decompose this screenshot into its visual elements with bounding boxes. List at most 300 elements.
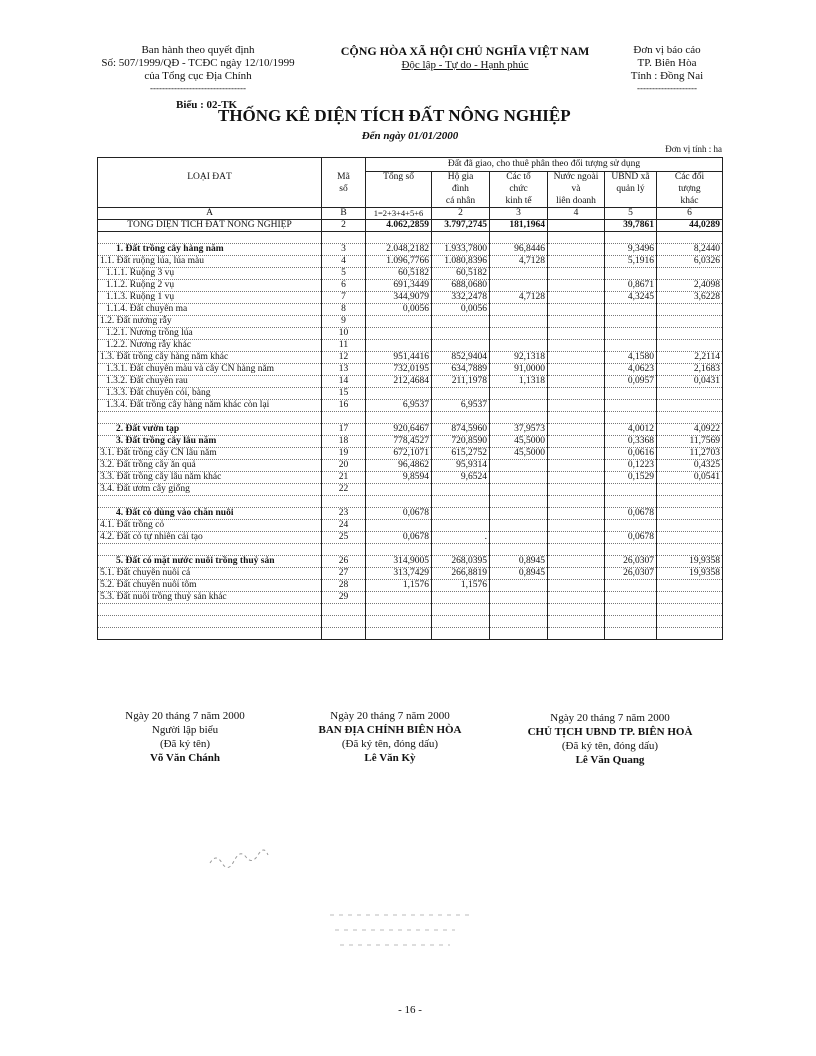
value-cell bbox=[605, 268, 657, 280]
value-cell bbox=[548, 376, 605, 388]
value-cell bbox=[432, 496, 490, 508]
header-ubnd-blank bbox=[605, 196, 657, 208]
value-cell bbox=[432, 604, 490, 616]
table-row bbox=[98, 592, 723, 604]
value-cell bbox=[548, 592, 605, 604]
header-tong-blank bbox=[366, 184, 432, 196]
issuing-decision-block bbox=[98, 44, 298, 94]
blank-row bbox=[98, 604, 723, 616]
land-type-cell bbox=[98, 628, 322, 640]
table-body bbox=[98, 158, 723, 640]
code-cell: 5 bbox=[322, 268, 366, 280]
header-hogd-line1: Hộ gia bbox=[432, 172, 490, 184]
header-loai-dat-top bbox=[98, 158, 322, 172]
value-cell bbox=[490, 580, 548, 592]
value-cell bbox=[657, 508, 723, 520]
value-cell: 9,8594 bbox=[366, 472, 432, 484]
table-row bbox=[98, 304, 723, 316]
land-type-cell: 1.1. Đất ruộng lúa, lúa màu bbox=[98, 256, 322, 268]
land-type-cell: 1.1.2. Ruộng 2 vụ bbox=[98, 280, 322, 292]
value-cell bbox=[548, 568, 605, 580]
value-cell bbox=[605, 412, 657, 424]
value-cell: 4,7128 bbox=[490, 256, 548, 268]
code-cell bbox=[322, 496, 366, 508]
value-cell bbox=[605, 592, 657, 604]
blank-row bbox=[98, 628, 723, 640]
code-cell bbox=[322, 604, 366, 616]
signature-date: Ngày 20 tháng 7 năm 2000 bbox=[330, 710, 450, 722]
land-type-cell bbox=[98, 544, 322, 556]
code-cell: 22 bbox=[322, 484, 366, 496]
land-statistics-table bbox=[97, 157, 723, 640]
table-row bbox=[98, 520, 723, 532]
code-cell: 20 bbox=[322, 460, 366, 472]
value-cell: 91,0000 bbox=[490, 364, 548, 376]
index-cell: 2 bbox=[432, 208, 490, 220]
land-type-cell: 3.3. Đất trồng cây lâu năm khác bbox=[98, 472, 322, 484]
scan-smudge-mark bbox=[200, 845, 290, 875]
value-cell: 920,6467 bbox=[366, 424, 432, 436]
signature-note: (Đã ký tên) bbox=[159, 738, 211, 750]
value-cell: 45,5000 bbox=[490, 436, 548, 448]
value-cell: 0,3368 bbox=[605, 436, 657, 448]
code-cell: 24 bbox=[322, 520, 366, 532]
signature-date: Ngày 20 tháng 7 năm 2000 bbox=[125, 710, 245, 722]
value-cell bbox=[548, 316, 605, 328]
value-cell bbox=[657, 520, 723, 532]
table-row bbox=[98, 244, 723, 256]
code-cell: 7 bbox=[322, 292, 366, 304]
value-cell bbox=[657, 304, 723, 316]
land-type-cell: 3. Đất trồng cây lâu năm bbox=[98, 436, 322, 448]
value-cell bbox=[490, 328, 548, 340]
report-title: THỐNG KÊ DIỆN TÍCH ĐẤT NÔNG NGHIỆP bbox=[218, 106, 571, 125]
value-cell: 1,1576 bbox=[366, 580, 432, 592]
value-cell bbox=[548, 244, 605, 256]
header-nuocngoai-line3: liên doanh bbox=[548, 196, 605, 208]
value-cell: 268,0395 bbox=[432, 556, 490, 568]
value-cell: 0,0957 bbox=[605, 376, 657, 388]
value-cell bbox=[605, 604, 657, 616]
land-type-cell: 1.3.3. Đất chuyên cói, bàng bbox=[98, 388, 322, 400]
issuing-divider: -------------------------------- bbox=[150, 83, 246, 93]
code-cell: 4 bbox=[322, 256, 366, 268]
value-cell bbox=[548, 364, 605, 376]
code-cell bbox=[322, 232, 366, 244]
code-cell bbox=[322, 544, 366, 556]
code-cell: 18 bbox=[322, 436, 366, 448]
signature-preparer bbox=[90, 709, 280, 765]
page-number: - 16 - bbox=[398, 1004, 422, 1016]
code-cell: 2 bbox=[322, 220, 366, 232]
value-cell bbox=[548, 484, 605, 496]
national-header bbox=[320, 44, 610, 72]
value-cell: 95,9314 bbox=[432, 460, 490, 472]
group-header: Đất đã giao, cho thuê phân theo đối tượng sử dụng bbox=[366, 158, 723, 172]
value-cell bbox=[548, 628, 605, 640]
table-row bbox=[98, 532, 723, 544]
land-type-cell: 1.2.1. Nương trồng lúa bbox=[98, 328, 322, 340]
value-cell: 0,0541 bbox=[657, 472, 723, 484]
land-type-cell: 4.2. Đất cỏ tự nhiên cải tạo bbox=[98, 532, 322, 544]
value-cell bbox=[490, 604, 548, 616]
code-cell: 26 bbox=[322, 556, 366, 568]
value-cell bbox=[548, 340, 605, 352]
issuing-line-1: Ban hành theo quyết định bbox=[141, 44, 255, 56]
code-cell: 19 bbox=[322, 448, 366, 460]
value-cell bbox=[432, 628, 490, 640]
code-cell: 8 bbox=[322, 304, 366, 316]
value-cell bbox=[366, 316, 432, 328]
value-cell: 1.933,7800 bbox=[432, 244, 490, 256]
value-cell: 1.080,8396 bbox=[432, 256, 490, 268]
value-cell bbox=[432, 508, 490, 520]
national-title: CỘNG HÒA XÃ HỘI CHỦ NGHĨA VIỆT NAM bbox=[340, 44, 590, 58]
reporting-unit-divider: -------------------- bbox=[637, 83, 697, 93]
land-type-cell: 5.1. Đất chuyên nuôi cá bbox=[98, 568, 322, 580]
table-row bbox=[98, 364, 723, 376]
value-cell bbox=[548, 436, 605, 448]
index-cell: 3 bbox=[490, 208, 548, 220]
index-cell: B bbox=[322, 208, 366, 220]
value-cell bbox=[490, 460, 548, 472]
land-type-cell: 3.2. Đất trồng cây ăn quả bbox=[98, 460, 322, 472]
value-cell bbox=[605, 484, 657, 496]
value-cell: 3,6228 bbox=[657, 292, 723, 304]
table-row bbox=[98, 484, 723, 496]
header-hogd-line2: đình bbox=[432, 184, 490, 196]
value-cell bbox=[657, 328, 723, 340]
national-motto: Độc lập - Tự do - Hạnh phúc bbox=[401, 59, 529, 71]
value-cell bbox=[605, 400, 657, 412]
value-cell: 2,4098 bbox=[657, 280, 723, 292]
code-cell: 25 bbox=[322, 532, 366, 544]
value-cell: 9,6524 bbox=[432, 472, 490, 484]
value-cell bbox=[657, 268, 723, 280]
value-cell: 0,0678 bbox=[366, 532, 432, 544]
value-cell bbox=[657, 400, 723, 412]
value-cell bbox=[605, 328, 657, 340]
value-cell: 60,5182 bbox=[366, 268, 432, 280]
value-cell bbox=[657, 604, 723, 616]
value-cell bbox=[548, 580, 605, 592]
value-cell: 691,3449 bbox=[366, 280, 432, 292]
value-cell: 9,3496 bbox=[605, 244, 657, 256]
value-cell: 0,0056 bbox=[366, 304, 432, 316]
value-cell: 212,4684 bbox=[366, 376, 432, 388]
code-cell: 9 bbox=[322, 316, 366, 328]
header-ma-line2: số bbox=[322, 184, 366, 196]
value-cell bbox=[366, 232, 432, 244]
value-cell bbox=[548, 508, 605, 520]
value-cell: 6,9537 bbox=[366, 400, 432, 412]
land-type-cell: 5.3. Đất nuôi trồng thuỷ sản khác bbox=[98, 592, 322, 604]
value-cell: 0,0616 bbox=[605, 448, 657, 460]
value-cell: 96,8446 bbox=[490, 244, 548, 256]
value-cell bbox=[548, 616, 605, 628]
value-cell bbox=[657, 340, 723, 352]
blank-row bbox=[98, 412, 723, 424]
header-ubnd-line2: quản lý bbox=[605, 184, 657, 196]
issuing-line-2: Số: 507/1999/QĐ - TCĐC ngày 12/10/1999 bbox=[101, 57, 295, 69]
value-cell bbox=[548, 496, 605, 508]
value-cell: 39,7861 bbox=[605, 220, 657, 232]
value-cell bbox=[366, 604, 432, 616]
code-cell: 21 bbox=[322, 472, 366, 484]
table-row bbox=[98, 508, 723, 520]
report-subtitle: Đến ngày 01/01/2000 bbox=[361, 130, 459, 142]
value-cell bbox=[490, 472, 548, 484]
value-cell: 92,1318 bbox=[490, 352, 548, 364]
reporting-unit-city: TP. Biên Hòa bbox=[637, 57, 697, 69]
value-cell bbox=[490, 400, 548, 412]
value-cell bbox=[490, 340, 548, 352]
value-cell bbox=[490, 484, 548, 496]
header-loai-dat-blank2 bbox=[98, 196, 322, 208]
table-row bbox=[98, 400, 723, 412]
value-cell: 0,8945 bbox=[490, 556, 548, 568]
value-cell: 0,0678 bbox=[605, 508, 657, 520]
land-type-cell: 1.2.2. Nương rẫy khác bbox=[98, 340, 322, 352]
value-cell bbox=[548, 412, 605, 424]
value-cell: 2,1683 bbox=[657, 364, 723, 376]
value-cell bbox=[548, 268, 605, 280]
value-cell: 6,9537 bbox=[432, 400, 490, 412]
value-cell bbox=[657, 388, 723, 400]
header-nuocngoai-line1: Nước ngoài bbox=[548, 172, 605, 184]
value-cell: 5,1916 bbox=[605, 256, 657, 268]
value-cell bbox=[605, 544, 657, 556]
table-row bbox=[98, 448, 723, 460]
value-cell bbox=[548, 352, 605, 364]
signature-chairman bbox=[500, 711, 720, 767]
value-cell bbox=[366, 484, 432, 496]
value-cell bbox=[548, 556, 605, 568]
signature-note: (Đã ký tên, đóng dấu) bbox=[341, 738, 439, 750]
reporting-unit-block bbox=[612, 44, 722, 94]
reporting-unit-label: Đơn vị báo cáo bbox=[633, 44, 701, 56]
header-tochuc-line1: Các tổ bbox=[490, 172, 548, 184]
value-cell: 8,2440 bbox=[657, 244, 723, 256]
value-cell: 0,0431 bbox=[657, 376, 723, 388]
table-row bbox=[98, 580, 723, 592]
value-cell bbox=[366, 520, 432, 532]
header-tong-blank2 bbox=[366, 196, 432, 208]
value-cell bbox=[605, 496, 657, 508]
code-cell: 13 bbox=[322, 364, 366, 376]
land-type-cell: 3.4. Đất ươm cây giống bbox=[98, 484, 322, 496]
header-hogd-line3: cá nhân bbox=[432, 196, 490, 208]
signature-note: (Đã ký tên, đóng dấu) bbox=[561, 740, 659, 752]
header-ubnd-line1: UBND xã bbox=[605, 172, 657, 184]
value-cell bbox=[548, 400, 605, 412]
value-cell: 314,9005 bbox=[366, 556, 432, 568]
value-cell bbox=[432, 316, 490, 328]
header-loai-dat: LOẠI ĐẤT bbox=[98, 172, 322, 184]
value-cell bbox=[432, 544, 490, 556]
value-cell: 4,1580 bbox=[605, 352, 657, 364]
unit-note: Đơn vị tính : ha bbox=[665, 144, 722, 154]
value-cell: 0,1223 bbox=[605, 460, 657, 472]
value-cell bbox=[490, 412, 548, 424]
value-cell bbox=[657, 616, 723, 628]
value-cell bbox=[366, 616, 432, 628]
value-cell bbox=[657, 580, 723, 592]
issuing-line-3: của Tổng cục Địa Chính bbox=[144, 70, 252, 82]
value-cell bbox=[605, 232, 657, 244]
value-cell bbox=[490, 280, 548, 292]
signature-land-office bbox=[290, 709, 490, 765]
code-cell: 11 bbox=[322, 340, 366, 352]
value-cell bbox=[657, 412, 723, 424]
value-cell: 4,3245 bbox=[605, 292, 657, 304]
index-cell: 1=2+3+4+5+6 bbox=[366, 208, 432, 220]
value-cell: 852,9404 bbox=[432, 352, 490, 364]
table-row bbox=[98, 568, 723, 580]
value-cell bbox=[432, 592, 490, 604]
value-cell bbox=[490, 616, 548, 628]
code-cell: 29 bbox=[322, 592, 366, 604]
value-cell bbox=[605, 616, 657, 628]
value-cell: 3.797,2745 bbox=[432, 220, 490, 232]
value-cell bbox=[548, 256, 605, 268]
value-cell bbox=[432, 616, 490, 628]
value-cell: 37,9573 bbox=[490, 424, 548, 436]
value-cell: 4.062,2859 bbox=[366, 220, 432, 232]
signature-role: Người lập biểu bbox=[151, 724, 219, 736]
header-ma-blank bbox=[322, 196, 366, 208]
value-cell: 0,0678 bbox=[605, 532, 657, 544]
table-row bbox=[98, 376, 723, 388]
value-cell: 4,0623 bbox=[605, 364, 657, 376]
header-khac-line1: Các đối bbox=[657, 172, 723, 184]
header-tochuc-line2: chức bbox=[490, 184, 548, 196]
value-cell bbox=[490, 232, 548, 244]
code-cell: 17 bbox=[322, 424, 366, 436]
code-cell bbox=[322, 628, 366, 640]
table-row bbox=[98, 316, 723, 328]
land-type-cell bbox=[98, 616, 322, 628]
code-cell: 14 bbox=[322, 376, 366, 388]
value-cell: 332,2478 bbox=[432, 292, 490, 304]
value-cell bbox=[657, 232, 723, 244]
land-type-cell: 1.1.1. Ruộng 3 vụ bbox=[98, 268, 322, 280]
value-cell bbox=[548, 280, 605, 292]
value-cell bbox=[432, 520, 490, 532]
value-cell bbox=[366, 340, 432, 352]
value-cell bbox=[657, 628, 723, 640]
index-cell: 6 bbox=[657, 208, 723, 220]
table-row bbox=[98, 352, 723, 364]
code-cell: 23 bbox=[322, 508, 366, 520]
value-cell: 0,1529 bbox=[605, 472, 657, 484]
table-row bbox=[98, 268, 723, 280]
value-cell bbox=[548, 532, 605, 544]
land-type-cell: 1.3.1. Đất chuyên màu và cây CN hàng năm bbox=[98, 364, 322, 376]
signature-date: Ngày 20 tháng 7 năm 2000 bbox=[550, 712, 670, 724]
land-type-cell: TỔNG DIỆN TÍCH ĐẤT NÔNG NGHIỆP bbox=[98, 220, 322, 232]
value-cell bbox=[366, 412, 432, 424]
value-cell bbox=[432, 412, 490, 424]
value-cell: 0,4325 bbox=[657, 460, 723, 472]
reporting-unit-province: Tỉnh : Đồng Nai bbox=[630, 70, 704, 82]
value-cell: 313,7429 bbox=[366, 568, 432, 580]
table-row bbox=[98, 280, 723, 292]
value-cell bbox=[548, 304, 605, 316]
value-cell bbox=[605, 316, 657, 328]
blank-row bbox=[98, 544, 723, 556]
value-cell bbox=[366, 496, 432, 508]
header-ma-line1: Mã bbox=[322, 172, 366, 184]
value-cell bbox=[490, 532, 548, 544]
value-cell: 672,1071 bbox=[366, 448, 432, 460]
value-cell bbox=[490, 508, 548, 520]
land-type-cell: 1.2. Đất nương rẫy bbox=[98, 316, 322, 328]
land-type-cell: 1.3. Đất trồng cây hàng năm khác bbox=[98, 352, 322, 364]
land-type-cell: 4. Đất cỏ dùng vào chăn nuôi bbox=[98, 508, 322, 520]
value-cell: 4,7128 bbox=[490, 292, 548, 304]
code-cell: 3 bbox=[322, 244, 366, 256]
value-cell bbox=[657, 484, 723, 496]
signature-name: Lê Văn Quang bbox=[575, 754, 645, 766]
value-cell: 45,5000 bbox=[490, 448, 548, 460]
value-cell bbox=[548, 448, 605, 460]
signature-role: CHỦ TỊCH UBND TP. BIÊN HOÀ bbox=[527, 726, 693, 738]
value-cell bbox=[605, 304, 657, 316]
signature-name: Võ Văn Chánh bbox=[149, 752, 221, 764]
value-cell: 0,8671 bbox=[605, 280, 657, 292]
code-cell: 16 bbox=[322, 400, 366, 412]
value-cell: 1,1576 bbox=[432, 580, 490, 592]
code-cell: 15 bbox=[322, 388, 366, 400]
code-cell: 28 bbox=[322, 580, 366, 592]
value-cell: 6,0326 bbox=[657, 256, 723, 268]
blank-row bbox=[98, 232, 723, 244]
value-cell bbox=[490, 592, 548, 604]
value-cell: 0,8945 bbox=[490, 568, 548, 580]
value-cell: 11,2703 bbox=[657, 448, 723, 460]
signature-name: Lê Văn Kỳ bbox=[364, 752, 416, 764]
blank-row bbox=[98, 496, 723, 508]
land-type-cell: 1.1.4. Đất chuyên ma bbox=[98, 304, 322, 316]
value-cell: 96,4862 bbox=[366, 460, 432, 472]
value-cell bbox=[605, 388, 657, 400]
value-cell bbox=[490, 388, 548, 400]
code-cell: 12 bbox=[322, 352, 366, 364]
value-cell bbox=[548, 328, 605, 340]
value-cell bbox=[490, 496, 548, 508]
value-cell bbox=[490, 520, 548, 532]
code-cell bbox=[322, 616, 366, 628]
value-cell bbox=[657, 496, 723, 508]
land-type-cell bbox=[98, 604, 322, 616]
value-cell: 720,8590 bbox=[432, 436, 490, 448]
value-cell bbox=[548, 472, 605, 484]
table-row bbox=[98, 292, 723, 304]
value-cell bbox=[490, 628, 548, 640]
header-khac-line2: tượng bbox=[657, 184, 723, 196]
table-row bbox=[98, 460, 723, 472]
header-khac-line3: khác bbox=[657, 196, 723, 208]
value-cell bbox=[490, 304, 548, 316]
value-cell: 732,0195 bbox=[366, 364, 432, 376]
header-nuocngoai-line2: và bbox=[548, 184, 605, 196]
value-cell: 2,2114 bbox=[657, 352, 723, 364]
value-cell bbox=[657, 316, 723, 328]
value-cell bbox=[432, 328, 490, 340]
index-cell: A bbox=[98, 208, 322, 220]
value-cell: 0,0056 bbox=[432, 304, 490, 316]
